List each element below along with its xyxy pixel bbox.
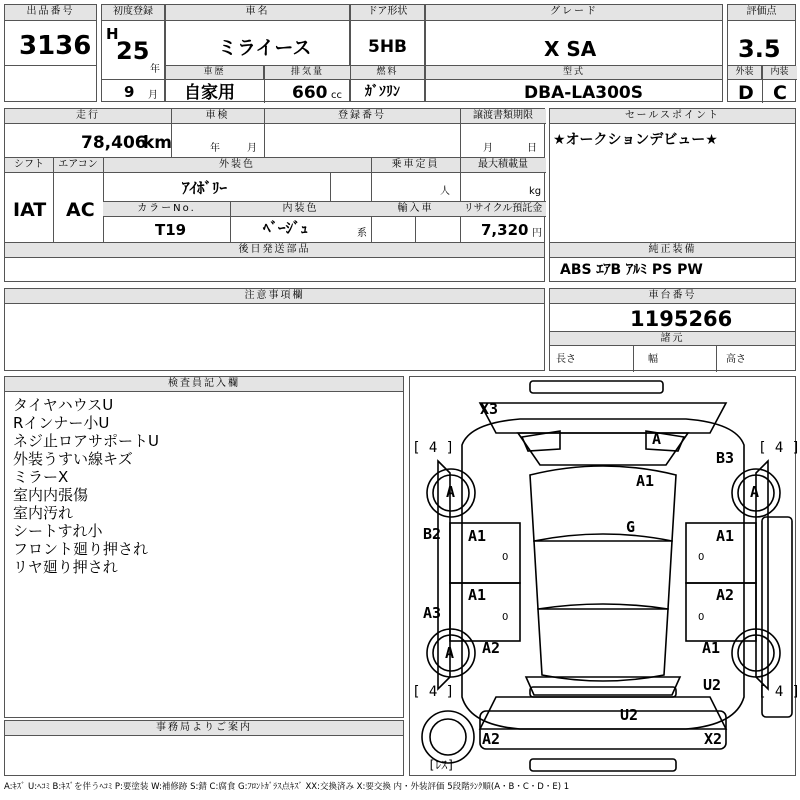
lot-number: 3136	[19, 31, 92, 61]
car-outline-diagram	[410, 377, 797, 777]
tread-rear-left: [ 4 ]	[412, 684, 455, 700]
capacity-unit: 人	[440, 186, 450, 197]
recycle-label: リサイクル預託金	[460, 202, 546, 217]
grade-cell	[425, 4, 723, 102]
model-label: 型式	[426, 66, 722, 80]
displacement-label: 排気量	[264, 66, 351, 80]
exterior-label: 外装	[728, 66, 762, 80]
damage-diagram	[409, 376, 800, 776]
inspector-label: 検査員記入欄	[5, 377, 403, 392]
remark: タイヤハウスU	[13, 396, 114, 414]
fuel: ｶﾞｿﾘﾝ	[365, 84, 400, 100]
displacement-unit: cc	[331, 90, 342, 101]
damage-mark-u2-right: U2	[703, 676, 722, 694]
tire-mark-front-left: A	[446, 483, 456, 501]
transfer-label: 譲渡書類期限	[460, 109, 546, 124]
damage-mark-x2: X2	[704, 730, 723, 748]
sales-point-label: セールスポイント	[550, 109, 795, 124]
max-load-label: 最大積載量	[460, 158, 546, 173]
tread-front-left: [ 4 ]	[412, 440, 455, 456]
door-zero: 0	[502, 612, 509, 623]
history-label: 車歴	[166, 66, 264, 80]
remark: 室内内張傷	[13, 486, 89, 504]
office-label: 事務局よりご案内	[5, 721, 403, 736]
spec-label: 諸元	[550, 332, 795, 346]
detail-table	[4, 108, 545, 282]
score: 3.5	[738, 35, 781, 63]
era: H	[106, 25, 119, 43]
displacement: 660	[292, 83, 328, 103]
later-parts-label: 後日発送部品	[5, 243, 544, 258]
damage-mark-a2-bottom: A2	[482, 730, 501, 748]
tread-rear-right: [ 4 ]	[758, 684, 800, 700]
mileage-label: 走行	[5, 109, 171, 124]
damage-mark-a-windshield: A	[652, 430, 662, 448]
damage-mark-a1-left-front: A1	[468, 527, 487, 545]
tire-mark-rear-left: A	[445, 644, 455, 662]
transfer-month-unit: 月	[483, 143, 493, 154]
ac-label: エアコン	[53, 158, 103, 173]
door-zero: 0	[698, 552, 705, 563]
import-label: 輸入車	[371, 202, 460, 217]
remark: Rインナー小U	[13, 414, 110, 432]
reg-no-label: 登録番号	[264, 109, 460, 124]
grade-label: グレード	[426, 5, 722, 21]
door-zero: 0	[698, 612, 705, 623]
interior-grade: C	[773, 82, 787, 104]
tire-mark-front-right: A	[750, 483, 760, 501]
damage-mark-a1-right: A1	[702, 639, 721, 657]
reg-month: 9	[124, 83, 135, 101]
chassis-number: 1195266	[630, 307, 733, 331]
color-no-label: カラーNo.	[103, 202, 230, 217]
damage-mark-a1-left-rear: A1	[468, 586, 487, 604]
width-label: 幅	[648, 354, 658, 365]
door-cell	[350, 4, 425, 102]
grade: X SA	[544, 37, 597, 61]
year-unit: 年	[150, 64, 160, 75]
notes-box	[4, 288, 545, 371]
score-cell	[727, 4, 796, 102]
inspection-label: 車検	[171, 109, 264, 124]
tread-front-right: [ 4 ]	[758, 440, 800, 456]
first-registration-cell	[101, 4, 165, 102]
damage-mark-b2: B2	[423, 525, 442, 543]
damage-mark-g: G	[626, 518, 636, 536]
int-color-label: 内装色	[230, 202, 371, 217]
interior-label: 内装	[762, 66, 797, 80]
door-label: ドア形状	[351, 5, 424, 21]
damage-mark-a1-right-front: A1	[716, 527, 735, 545]
lot-number-label: 出品番号	[5, 5, 96, 21]
chassis-box	[549, 288, 796, 371]
inspector-box	[4, 376, 404, 718]
remark: ミラーX	[13, 468, 69, 486]
ext-color-label: 外装色	[103, 158, 371, 173]
int-color: ﾍﾞｰｼﾞｭ	[263, 219, 309, 237]
exterior-grade: D	[738, 82, 754, 104]
inspection-year-unit: 年	[210, 143, 220, 154]
equipment: ABS ｴｱB ｱﾙﾐ PS PW	[560, 262, 703, 278]
remark: リヤ廻り押され	[13, 558, 118, 576]
recycle-fee: 7,320	[481, 221, 529, 239]
month-unit: 月	[148, 90, 158, 101]
lot-number-cell	[4, 4, 97, 102]
model: DBA-LA300S	[524, 83, 643, 103]
reg-year: 25	[116, 37, 150, 65]
remark: 外装うすい線キズ	[13, 450, 133, 468]
remark: フロント廻り押され	[13, 540, 149, 558]
color-no: T19	[155, 221, 187, 239]
door-type: 5HB	[368, 37, 408, 57]
score-label: 評価点	[728, 5, 795, 21]
damage-legend: A:ｷｽﾞ U:ﾍｺﾐ B:ｷｽﾞを伴うﾍｺﾐ P:要塗装 W:補修跡 S:錆 C:腐食 G:ﾌﾛﾝﾄｶﾞﾗｽ点ｷｽﾞ XX:交換済み X:要交換 内・外装評価 5段階ﾗﾝｸ順(A・B・C・D・E) 1	[4, 782, 570, 792]
car-name-cell	[165, 4, 350, 102]
door-zero: 0	[502, 552, 509, 563]
ext-color: ｱｲﾎﾞﾘｰ	[182, 179, 228, 197]
damage-mark-a2-right-rear: A2	[716, 586, 735, 604]
capacity-label: 乗車定員	[371, 158, 460, 173]
transfer-day-unit: 日	[527, 143, 537, 154]
int-color-unit: 系	[357, 228, 367, 239]
damage-mark-a2-left: A2	[482, 639, 501, 657]
damage-mark-a3: A3	[423, 604, 442, 622]
height-label: 高さ	[726, 354, 746, 365]
ac: AC	[66, 199, 95, 221]
notes-label: 注意事項欄	[5, 289, 544, 304]
max-load-unit: kg	[529, 186, 542, 197]
remark: 室内汚れ	[13, 504, 74, 522]
car-name-label: 車名	[166, 5, 349, 21]
history: 自家用	[184, 83, 235, 103]
office-box	[4, 720, 404, 776]
car-name: ミライース	[218, 37, 312, 59]
remark: ネジ止ロアサポートU	[13, 432, 159, 450]
inspection-month-unit: 月	[247, 143, 257, 154]
sales-point-box	[549, 108, 796, 282]
shift: IAT	[13, 199, 47, 221]
shift-label: シフト	[5, 158, 53, 173]
recycle-unit: 円	[532, 228, 542, 239]
spare-tire-label: [ﾚｽ]	[428, 758, 455, 772]
mileage: 78,406	[81, 133, 147, 153]
fuel-label: 燃料	[351, 66, 424, 80]
chassis-label: 車台番号	[550, 289, 795, 304]
equipment-label: 純正装備	[550, 243, 795, 258]
damage-mark-u2-bottom: U2	[620, 706, 639, 724]
first-registration-label: 初度登録	[102, 5, 164, 21]
damage-mark-a1-hood: A1	[636, 472, 655, 490]
damage-mark-b3: B3	[716, 449, 735, 467]
sales-point: ★オークションデビュー★	[553, 132, 718, 148]
length-label: 長さ	[556, 354, 576, 365]
remark: シートすれ小	[13, 522, 103, 540]
mileage-unit: km	[143, 133, 173, 153]
damage-mark-x3: X3	[480, 400, 499, 418]
